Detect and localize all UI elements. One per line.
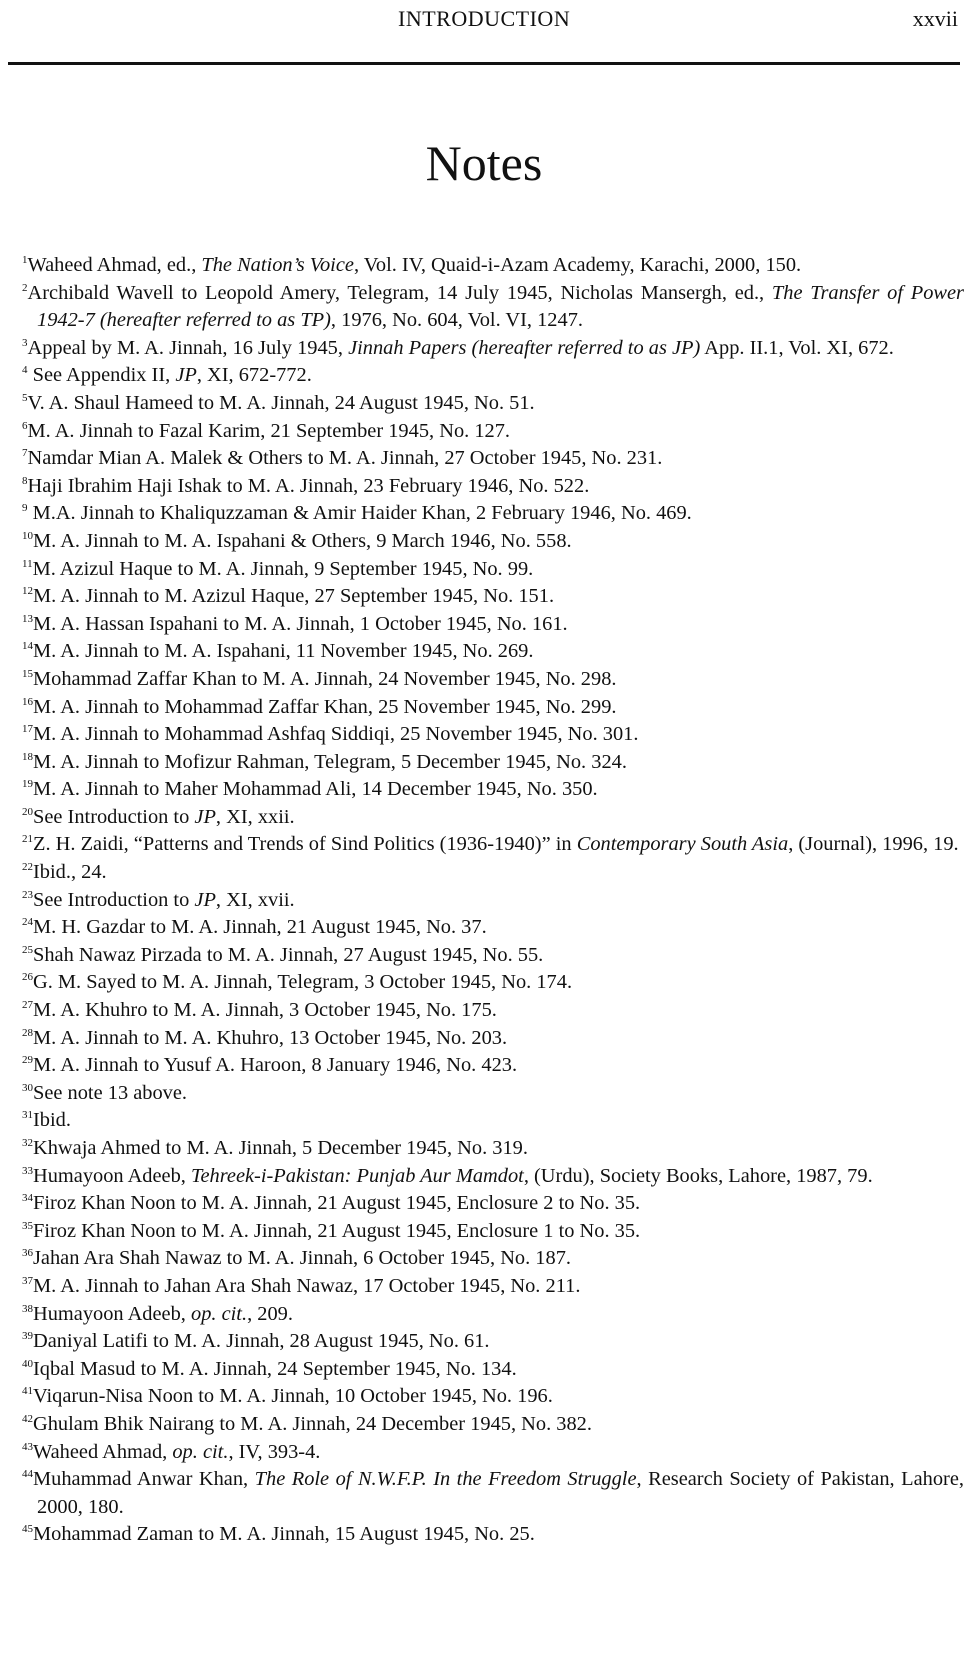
note-text: Humayoon Adeeb, [33, 1302, 191, 1325]
note-item [22, 280, 964, 335]
note-number: 39 [22, 1330, 33, 1343]
note-text: M. A. Jinnah to M. A. Ispahani & Others, 9 March 1946, No. 558. [33, 529, 572, 552]
note-text: See note 13 above. [33, 1081, 188, 1104]
note-item [22, 694, 964, 722]
note-number: 12 [22, 585, 33, 598]
note-text: , IV, 393-4. [228, 1440, 321, 1463]
note-item [22, 776, 964, 804]
note-text: M. A. Hassan Ispahani to M. A. Jinnah, 1 October 1945, No. 161. [33, 612, 568, 635]
note-text: M. A. Jinnah to Yusuf A. Haroon, 8 January 1946, No. 423. [33, 1054, 518, 1077]
note-item [22, 1439, 964, 1467]
note-item [22, 1273, 964, 1301]
page-title: Notes [425, 134, 543, 191]
note-item [22, 721, 964, 749]
note-italic-text: The Transfer of Power 1942-7 (hereafter referred to as TP) [37, 281, 964, 332]
note-text: M.A. Jinnah to Khaliquzzaman & Amir Haider Khan, 2 February 1946, No. 469. [27, 502, 692, 525]
note-text: M. H. Gazdar to M. A. Jinnah, 21 August 1945, No. 37. [33, 916, 487, 939]
note-number: 18 [22, 750, 33, 763]
notes-list [22, 252, 964, 1549]
note-number: 25 [22, 943, 33, 956]
note-number: 38 [22, 1302, 33, 1315]
note-text: M. A. Jinnah to Maher Mohammad Ali, 14 December 1945, No. 350. [33, 778, 598, 801]
note-item [22, 1466, 964, 1521]
note-number: 35 [22, 1219, 33, 1232]
note-italic-text: JP [175, 364, 197, 387]
note-text: Waheed Ahmad, [33, 1440, 173, 1463]
note-item [22, 473, 964, 501]
note-text: Namdar Mian A. Malek & Others to M. A. Jinnah, 27 October 1945, No. 231. [27, 447, 663, 470]
note-number: 36 [22, 1247, 33, 1260]
note-number: 5 [22, 391, 28, 404]
note-text: M. A. Jinnah to Mohammad Ashfaq Siddiqi, 25 November 1945, No. 301. [33, 723, 639, 746]
note-item [22, 1107, 964, 1135]
note-text: Mohammad Zaffar Khan to M. A. Jinnah, 24 November 1945, No. 298. [33, 667, 617, 690]
note-text: See Introduction to [33, 805, 195, 828]
note-item [22, 500, 964, 528]
note-text: Muhammad Anwar Khan, [33, 1468, 255, 1491]
note-number: 31 [22, 1109, 33, 1122]
note-text: , Vol. IV, Quaid-i-Azam Academy, Karachi, 2000, 150. [353, 254, 802, 276]
note-number: 40 [22, 1357, 33, 1370]
note-number: 7 [22, 447, 28, 460]
note-item [22, 1356, 964, 1384]
running-head [10, 6, 958, 36]
note-text: M. A. Jinnah to Mohammad Zaffar Khan, 25 November 1945, No. 299. [33, 695, 617, 718]
note-item [22, 556, 964, 584]
note-number: 3 [22, 336, 28, 349]
note-item [22, 418, 964, 446]
note-text: , XI, xvii. [215, 888, 295, 911]
note-item [22, 859, 964, 887]
note-text: , (Journal), 1996, 19. [788, 833, 959, 856]
note-text: G. M. Sayed to M. A. Jinnah, Telegram, 3 October 1945, No. 174. [33, 971, 573, 994]
note-item [22, 1411, 964, 1439]
note-text: , 1976, No. 604, Vol. VI, 1247. [330, 309, 583, 332]
page-number: xxvii [912, 6, 958, 31]
note-item [22, 942, 964, 970]
note-item [22, 804, 964, 832]
note-text: Ibid., 24. [33, 861, 107, 884]
note-number: 8 [22, 474, 28, 487]
note-item [22, 362, 964, 390]
note-number: 32 [22, 1137, 33, 1149]
note-text: Iqbal Masud to M. A. Jinnah, 24 September 1945, No. 134. [33, 1357, 517, 1380]
note-item [22, 1163, 964, 1191]
note-item [22, 390, 964, 418]
note-number: 22 [22, 861, 33, 874]
note-text: M. A. Jinnah to M. A. Khuhro, 13 October 1945, No. 203. [33, 1026, 508, 1049]
note-number: 16 [22, 695, 33, 708]
note-text: M. A. Jinnah to Fazal Karim, 21 September 1945, No. 127. [27, 419, 511, 442]
note-number: 19 [22, 778, 33, 791]
note-item [22, 969, 964, 997]
note-item [22, 997, 964, 1025]
note-item [22, 1218, 964, 1246]
note-text: , XI, xxii. [215, 805, 295, 828]
note-text: Ghulam Bhik Nairang to M. A. Jinnah, 24 December 1945, No. 382. [33, 1412, 592, 1435]
note-text: M. A. Khuhro to M. A. Jinnah, 3 October 1945, No. 175. [33, 999, 497, 1022]
note-number: 15 [22, 667, 33, 680]
note-text: M. A. Jinnah to Mofizur Rahman, Telegram, 5 December 1945, No. 324. [33, 750, 627, 773]
note-number: 24 [22, 916, 33, 929]
note-number: 43 [22, 1440, 33, 1453]
note-number: 4 [22, 364, 28, 377]
note-italic-text: JP [194, 805, 216, 828]
note-number: 28 [22, 1026, 33, 1039]
note-number: 14 [22, 640, 33, 653]
note-text: Firoz Khan Noon to M. A. Jinnah, 21 August 1945, Enclosure 2 to No. 35. [33, 1192, 641, 1215]
note-italic-text: JP [194, 888, 216, 911]
note-item [22, 1328, 964, 1356]
note-item [22, 1025, 964, 1053]
note-text: , Research Society of Pakistan, Lahore, 2000, 180. [37, 1468, 964, 1518]
note-italic-text: Contemporary South Asia [576, 833, 789, 856]
note-item [22, 335, 964, 363]
note-number: 37 [22, 1274, 33, 1287]
note-item [22, 749, 964, 777]
note-number: 2 [22, 281, 28, 294]
note-item [22, 445, 964, 473]
note-item [22, 914, 964, 942]
note-number: 33 [22, 1164, 33, 1177]
note-italic-text: op. cit. [172, 1440, 229, 1463]
note-italic-text: op. cit. [191, 1302, 248, 1325]
note-item [22, 583, 964, 611]
note-text: Shah Nawaz Pirzada to M. A. Jinnah, 27 August 1945, No. 55. [33, 943, 544, 966]
note-number: 27 [22, 999, 33, 1012]
note-number: 17 [22, 723, 33, 736]
note-italic-text: Jinnah Papers (hereafter referred to as JP) [348, 336, 701, 359]
note-text: M. A. Jinnah to M. Azizul Haque, 27 September 1945, No. 151. [33, 585, 555, 608]
note-text: Humayoon Adeeb, [33, 1164, 191, 1187]
note-number: 30 [22, 1081, 33, 1094]
note-number: 11 [22, 557, 33, 570]
note-text: See Appendix II, [27, 364, 176, 387]
note-text: Daniyal Latifi to M. A. Jinnah, 28 August 1945, No. 61. [33, 1330, 490, 1353]
note-number: 6 [22, 419, 28, 432]
note-italic-text: The Role of N.W.F.P. In the Freedom Struggle [254, 1468, 637, 1491]
note-number: 44 [22, 1468, 33, 1481]
note-item [22, 666, 964, 694]
note-item [22, 831, 964, 859]
note-number: 41 [22, 1385, 33, 1398]
note-item [22, 1383, 964, 1411]
running-title: INTRODUCTION [398, 6, 571, 31]
note-text: M. A. Jinnah to M. A. Ispahani, 11 November 1945, No. 269. [33, 640, 534, 663]
note-item [22, 638, 964, 666]
note-item [22, 1301, 964, 1329]
note-number: 13 [22, 612, 33, 625]
note-number: 9 [22, 502, 28, 515]
note-number: 21 [22, 833, 33, 846]
note-number: 34 [22, 1192, 33, 1205]
note-item [22, 528, 964, 556]
note-italic-text: The Nation’s Voice [201, 254, 354, 276]
note-number: 10 [22, 529, 33, 542]
header-rule [8, 62, 960, 65]
note-number: 29 [22, 1054, 33, 1067]
note-text: V. A. Shaul Hameed to M. A. Jinnah, 24 August 1945, No. 51. [27, 391, 535, 414]
note-number: 23 [22, 888, 33, 901]
note-italic-text: Tehreek-i-Pakistan: Punjab Aur Mamdot [191, 1164, 524, 1187]
note-item [22, 1190, 964, 1218]
note-text: Appeal by M. A. Jinnah, 16 July 1945, [27, 336, 349, 359]
note-text: Mohammad Zaman to M. A. Jinnah, 15 August 1945, No. 25. [33, 1523, 535, 1546]
note-number: 1 [22, 254, 28, 266]
note-text: Jahan Ara Shah Nawaz to M. A. Jinnah, 6 October 1945, No. 187. [33, 1247, 571, 1270]
note-text: Waheed Ahmad, ed., [27, 254, 202, 276]
note-text: Archibald Wavell to Leopold Amery, Telegram, 14 July 1945, Nicholas Mansergh, ed., [27, 281, 772, 304]
note-text: Viqarun-Nisa Noon to M. A. Jinnah, 10 October 1945, No. 196. [33, 1385, 553, 1408]
note-text: Ibid. [33, 1109, 71, 1132]
note-item [22, 1052, 964, 1080]
note-text: M. Azizul Haque to M. A. Jinnah, 9 September 1945, No. 99. [32, 557, 534, 580]
note-text: Haji Ibrahim Haji Ishak to M. A. Jinnah, 23 February 1946, No. 522. [27, 474, 590, 497]
note-number: 20 [22, 805, 33, 818]
note-item [22, 1135, 964, 1163]
note-item [22, 1521, 964, 1549]
note-item [22, 1245, 964, 1273]
note-text: , (Urdu), Society Books, Lahore, 1987, 79. [523, 1164, 873, 1187]
note-text: Khwaja Ahmed to M. A. Jinnah, 5 December 1945, No. 319. [33, 1137, 528, 1159]
note-number: 45 [22, 1523, 33, 1536]
note-text: , XI, 672-772. [196, 364, 312, 387]
note-text: See Introduction to [33, 888, 195, 911]
note-text: , 209. [247, 1302, 293, 1325]
note-text: Firoz Khan Noon to M. A. Jinnah, 21 August 1945, Enclosure 1 to No. 35. [33, 1219, 641, 1242]
note-text: Z. H. Zaidi, “Patterns and Trends of Sind Politics (1936-1940)” in [33, 833, 577, 856]
note-item [22, 611, 964, 639]
note-item [22, 887, 964, 915]
note-number: 26 [22, 971, 33, 984]
note-number: 42 [22, 1412, 33, 1425]
note-text: M. A. Jinnah to Jahan Ara Shah Nawaz, 17 October 1945, No. 211. [33, 1274, 581, 1297]
note-item [22, 1080, 964, 1108]
note-item [22, 252, 964, 280]
note-text: App. II.1, Vol. XI, 672. [700, 336, 894, 359]
